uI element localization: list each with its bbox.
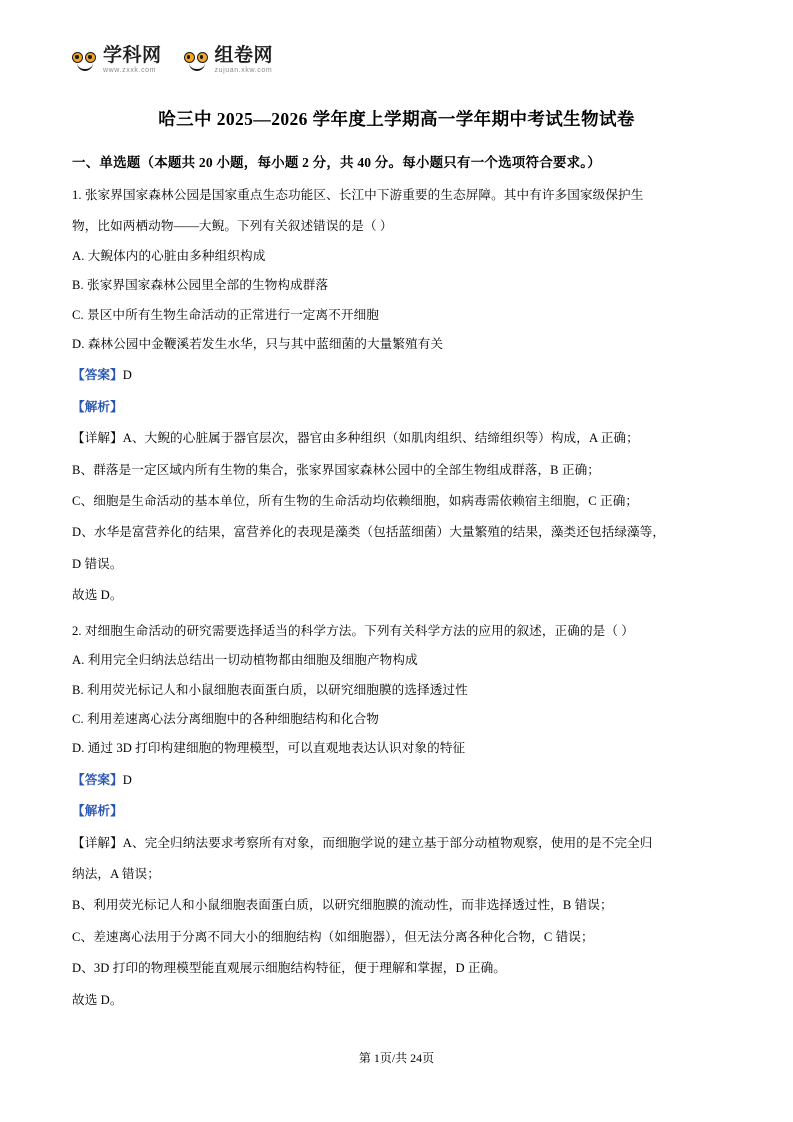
question-2-option-c: C. 利用差速离心法分离细胞中的各种细胞结构和化合物 bbox=[72, 711, 379, 726]
question-1-detail-line-5: D 错误。 bbox=[72, 556, 123, 571]
question-2-option-a: A. 利用完全归纳法总结出一切动植物都由细胞及细胞产物构成 bbox=[72, 653, 418, 668]
question-1-option-d: D. 森林公园中金鞭溪若发生水华，只与其中蓝细菌的大量繁殖有关 bbox=[72, 337, 444, 352]
question-1-detail-line-1: 【详解】A、大鲵的心脏属于器官层次，器官由多种组织（如肌肉组织、结缔组织等）构成，A 正确； bbox=[72, 431, 639, 446]
site-logo-row bbox=[72, 0, 721, 80]
answer-value: D bbox=[122, 772, 132, 787]
question-1-detail-line-6: 故选 D。 bbox=[72, 588, 123, 603]
page-footer: 第 1页/共 24页 bbox=[358, 1051, 435, 1065]
question-1-option-a: A. 大鲵体内的心脏由多种组织构成 bbox=[72, 248, 266, 263]
logo-xuekewang[interactable] bbox=[72, 46, 162, 74]
owl-face-icon bbox=[72, 49, 98, 71]
logo-xuekewang-text bbox=[103, 46, 162, 74]
question-1-option-c: C. 景区中所有生物生命活动的正常进行一定离不开细胞 bbox=[72, 307, 379, 322]
question-2-answer bbox=[72, 769, 721, 791]
question-1-answer bbox=[72, 364, 721, 386]
logo-zujuanwang-text bbox=[215, 46, 274, 74]
question-2-analysis-label bbox=[72, 800, 721, 822]
logo-zujuanwang[interactable] bbox=[184, 46, 274, 74]
answer-label: 【答案】 bbox=[72, 368, 123, 383]
logo-zujuanwang-sub: zujuan.xkw.com bbox=[214, 67, 273, 74]
question-1-detail-line-2: B、群落是一定区域内所有生物的集合，张家界国家森林公园中的全部生物组成群落，B 正确； bbox=[72, 462, 600, 477]
owl-face-icon bbox=[184, 49, 210, 71]
question-1-stem-line-2: 物，比如两栖动物——大鲵。下列有关叙述错误的是（ ） bbox=[72, 219, 393, 234]
question-1-analysis-label bbox=[72, 396, 721, 418]
logo-xuekewang-name: 学科网 bbox=[103, 45, 162, 66]
question-2-detail-line-5: D、3D 打印的物理模型能直观展示细胞结构特征，便于理解和掌握，D 正确。 bbox=[72, 961, 506, 976]
question-2-stem-line-1: 2. 对细胞生命活动的研究需要选择适当的科学方法。下列有关科学方法的应用的叙述，正确的是（ ） bbox=[72, 623, 634, 638]
question-1-stem-line-1: 1. 张家界国家森林公园是国家重点生态功能区、长江中下游重要的生态屏障。其中有许多国家级保护生 bbox=[72, 188, 644, 202]
logo-xuekewang-sub: www.zxxk.com bbox=[103, 67, 157, 74]
section-heading: 一、单选题（本题共 20 小题，每小题 2 分，共 40 分。每小题只有一个选项符合要求。） bbox=[72, 155, 601, 170]
question-2-detail-line-1: 【详解】A、完全归纳法要求考察所有对象，而细胞学说的建立基于部分动植物观察，使用的是不完全归 bbox=[72, 835, 653, 850]
question-2-detail-line-4: C、差速离心法用于分离不同大小的细胞结构（如细胞器），但无法分离各种化合物，C 错误； bbox=[72, 929, 594, 944]
question-1-option-b: B. 张家界国家森林公园里全部的生物构成群落 bbox=[72, 278, 329, 293]
analysis-label: 【解析】 bbox=[72, 399, 123, 414]
question-2-option-d: D. 通过 3D 打印构建细胞的物理模型，可以直观地表达认识对象的特征 bbox=[72, 741, 466, 756]
answer-label: 【答案】 bbox=[72, 772, 123, 787]
question-2-detail-line-3: B、利用荧光标记人和小鼠细胞表面蛋白质，以研究细胞膜的流动性，而非选择透过性，B 错误； bbox=[72, 898, 613, 913]
logo-zujuanwang-name: 组卷网 bbox=[214, 45, 274, 66]
question-2-option-b: B. 利用荧光标记人和小鼠细胞表面蛋白质，以研究细胞膜的选择透过性 bbox=[72, 682, 468, 697]
question-1-detail-line-3: C、细胞是生命活动的基本单位，所有生物的生命活动均依赖细胞，如病毒需依赖宿主细胞，C 正确； bbox=[72, 494, 639, 509]
analysis-label: 【解析】 bbox=[72, 804, 123, 819]
page-title: 哈三中 2025—2026 学年度上学期高一学年期中考试生物试卷 bbox=[158, 109, 635, 129]
question-2-detail-line-6: 故选 D。 bbox=[72, 992, 123, 1007]
question-1-detail-line-4: D、水华是富营养化的结果，富营养化的表现是藻类（包括蓝细菌）大量繁殖的结果，藻类还包括绿藻等， bbox=[72, 525, 666, 540]
question-2-detail-line-2: 纳法，A 错误； bbox=[72, 866, 160, 881]
answer-value: D bbox=[122, 368, 132, 383]
